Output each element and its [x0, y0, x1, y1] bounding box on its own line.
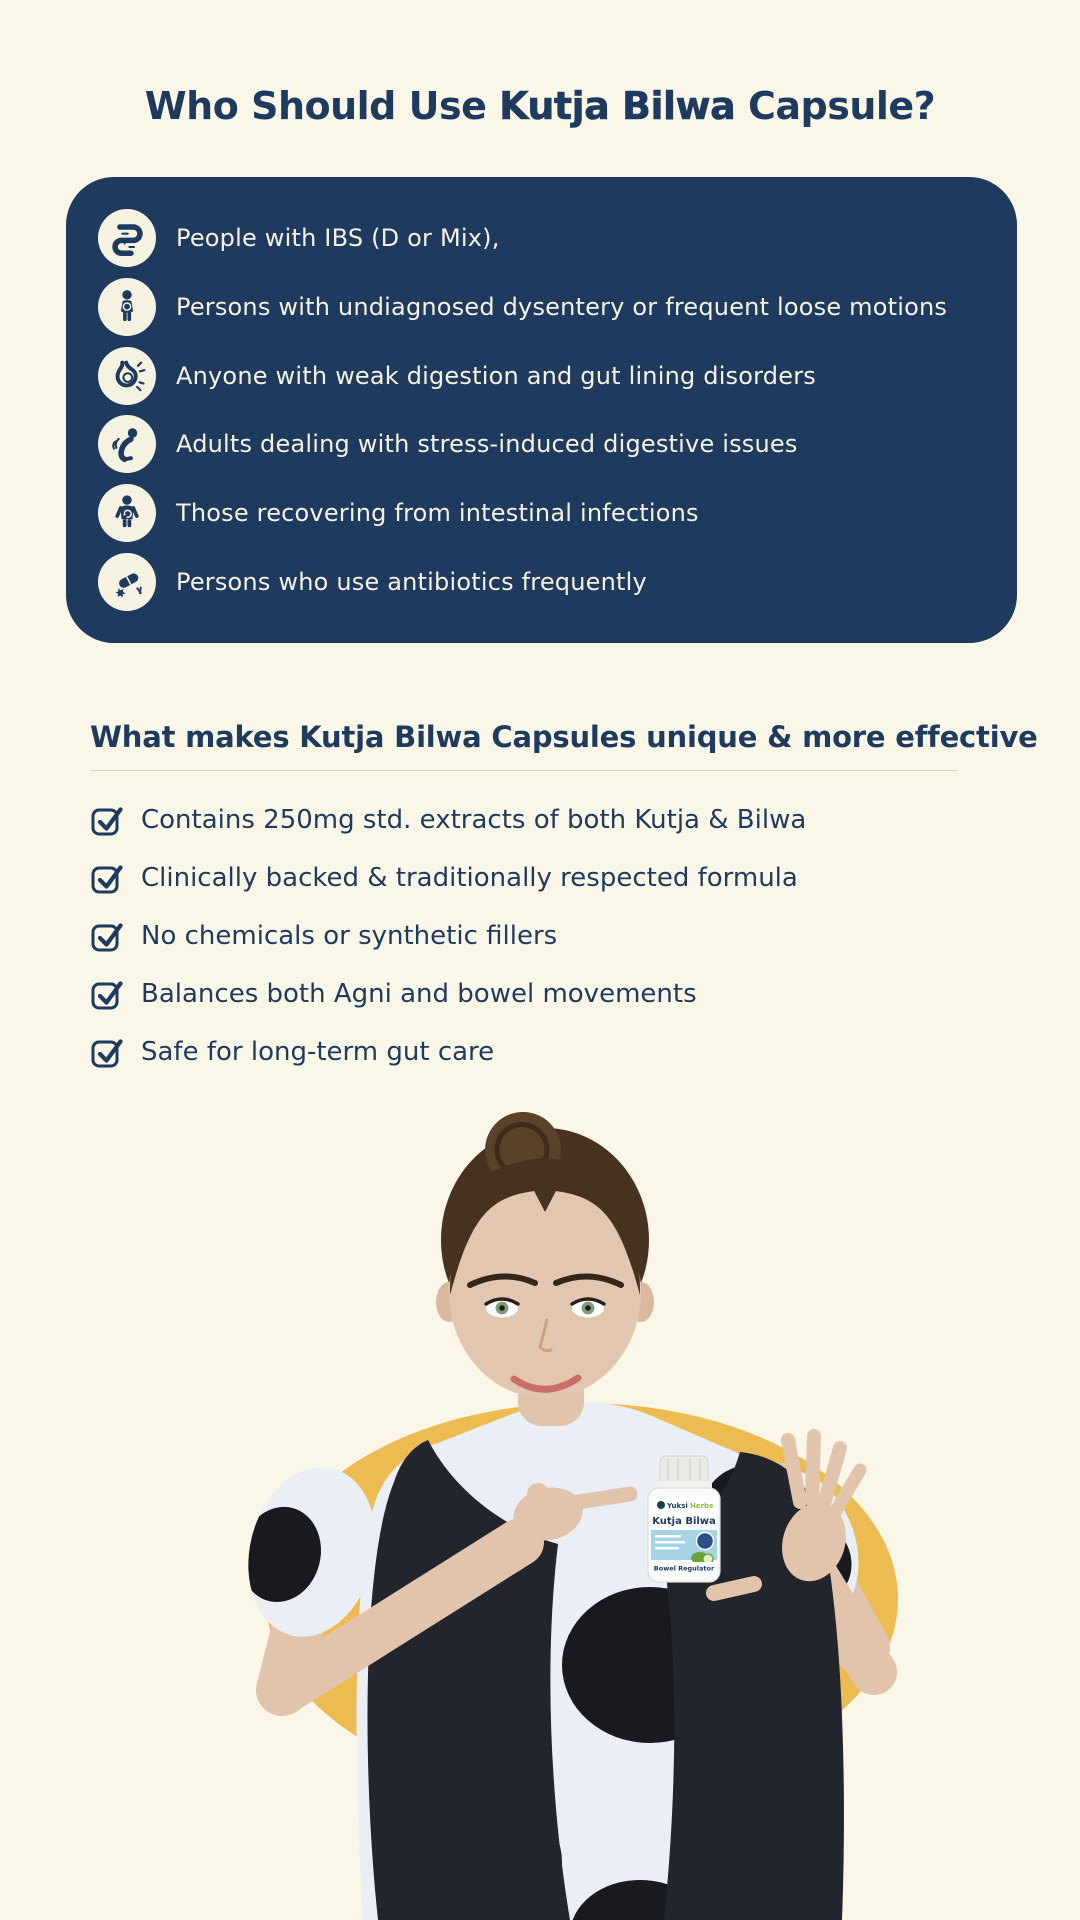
feature-item-label: Clinically backed & traditionally respected formula: [141, 862, 798, 893]
audience-item-label: Adults dealing with stress-induced digestive issues: [176, 430, 798, 459]
checkbox-check-icon: [90, 861, 124, 895]
recovering-person-icon: [98, 484, 156, 542]
page-title: [0, 84, 1080, 128]
checkbox-check-icon: [90, 977, 124, 1011]
bottle-banner-text: Bowel Regulator: [653, 1564, 715, 1573]
bottle-brand-word1: Yuksi: [667, 1502, 688, 1510]
intestine-icon: [98, 209, 156, 267]
feature-item: [90, 856, 1040, 899]
audience-item-label: Persons who use antibiotics frequently: [176, 567, 647, 596]
features-divider: [90, 770, 958, 771]
label-badge: [697, 1533, 714, 1550]
audience-item-label: People with IBS (D or Mix),: [176, 224, 500, 252]
antibiotics-capsule-icon: [98, 553, 156, 611]
feature-item: [90, 798, 1040, 841]
page-title-post: Capsule?: [735, 84, 936, 128]
audience-item: [98, 484, 977, 542]
feature-item-label: Balances both Agni and bowel movements: [141, 978, 697, 1009]
audience-item: [98, 347, 977, 405]
audience-card: [66, 177, 1017, 643]
page-title-pre: Who Should Use: [144, 84, 500, 128]
bottle-brand-word2: Herbs: [690, 1502, 714, 1510]
audience-item-label: Persons with undiagnosed dysentery or frequent loose motions: [176, 292, 948, 321]
brand-logo-icon: [657, 1501, 665, 1509]
feature-item: [90, 914, 1040, 957]
audience-item: [98, 209, 977, 267]
thumb: [714, 1584, 754, 1593]
feature-item-label: No chemicals or synthetic fillers: [141, 920, 558, 951]
audience-item: [98, 553, 977, 611]
feature-item: [90, 1030, 1040, 1073]
page-title-highlight: Kutja Bilwa: [499, 84, 736, 128]
woman-illustration: [223, 1112, 878, 1920]
checkbox-check-icon: [90, 1035, 124, 1069]
audience-item: [98, 278, 977, 336]
stressed-person-icon: [98, 415, 156, 473]
features-list: [90, 798, 1040, 1073]
audience-item: [98, 415, 977, 473]
product-photo: [150, 1080, 1030, 1920]
audience-item-label: Those recovering from intestinal infections: [176, 499, 699, 528]
bottle-product-name: Kutja Bilwa: [652, 1516, 716, 1527]
checkbox-check-icon: [90, 803, 124, 837]
checkbox-check-icon: [90, 919, 124, 953]
features-heading: What makes Kutja Bilwa Capsules unique & more effective: [90, 720, 1038, 754]
feature-item: [90, 972, 1040, 1015]
feature-item-label: Contains 250mg std. extracts of both Kutja & Bilwa: [141, 804, 807, 835]
abdominal-pain-person-icon: [98, 278, 156, 336]
stomach-icon: [98, 347, 156, 405]
feature-item-label: Safe for long-term gut care: [141, 1036, 495, 1067]
audience-item-label: Anyone with weak digestion and gut lining disorders: [176, 361, 816, 390]
